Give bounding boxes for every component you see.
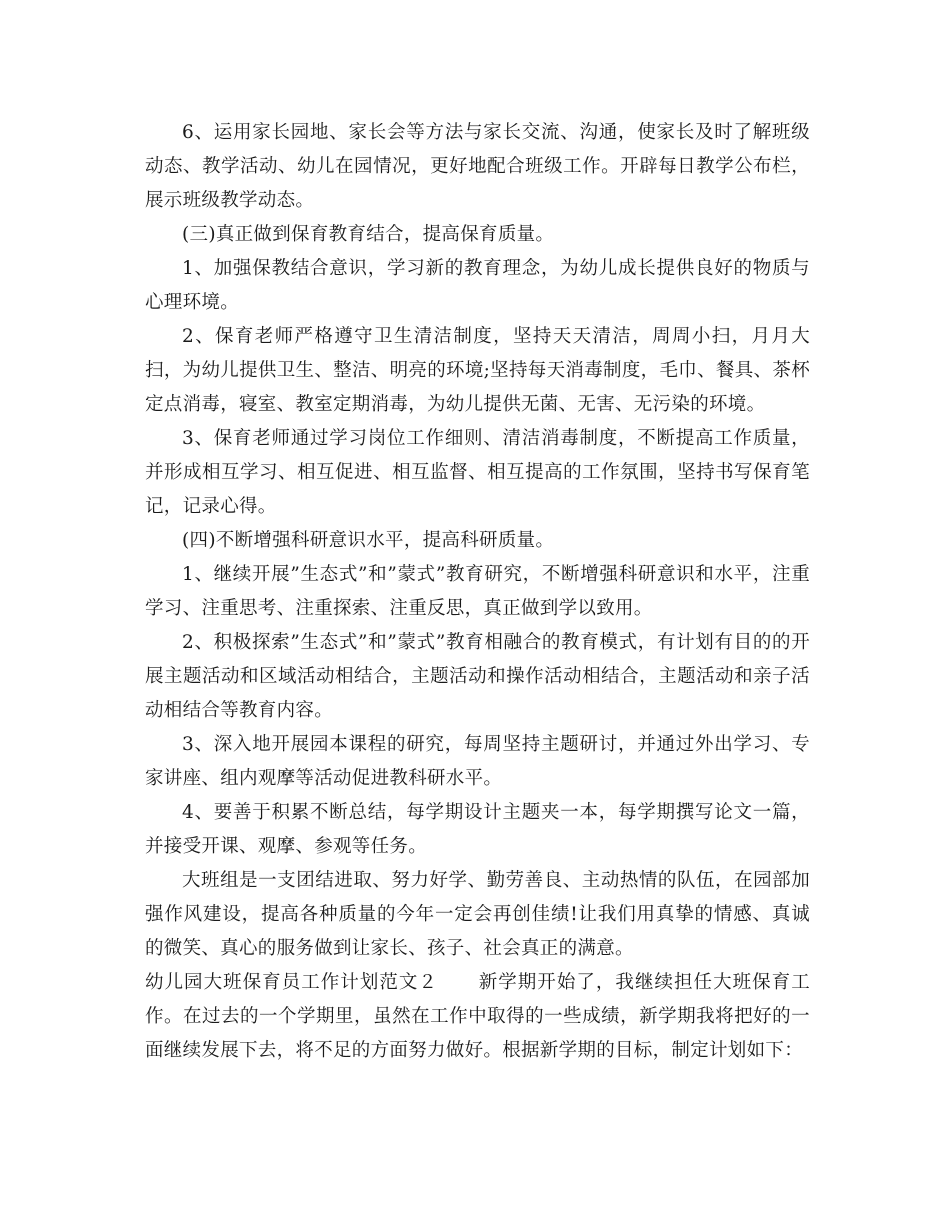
- paragraph-item-6: 6、运用家长园地、家长会等方法与家长交流、沟通，使家长及时了解班级动态、教学活动、幼儿在园情况，更好地配合班级工作。开辟每日教学公布栏，展示班级教学动态。: [145, 122, 810, 211]
- summary-paragraph: 大班组是一支团结进取、努力好学、勤劳善良、主动热情的队伍，在园部加强作风建设，提高各种质量的今年一定会再创佳绩!让我们用真挚的情感、真诚的微笑、真心的服务做到让家长、孩子、社会真正的满意。: [145, 870, 810, 959]
- paragraph-item-2: 2、保育老师严格遵守卫生清洁制度，坚持天天清洁，周周小扫，月月大扫，为幼儿提供卫生、整洁、明亮的环境;坚持每天消毒制度，毛巾、餐具、茶杯定点消毒，寝室、教室定期消毒，为幼儿提供无菌、无害、无污染的环境。: [145, 326, 810, 415]
- section-heading-4: (四)不断增强科研意识水平，提高科研质量。: [182, 530, 555, 551]
- paragraph-item-4b: 4、要善于积累不断总结，每学期设计主题夹一本，每学期撰写论文一篇，并接受开课、观摩、参观等任务。: [145, 802, 810, 857]
- paragraph-item-2b: 2、积极探索”生态式”和”蒙式”教育相融合的教育模式，有计划有目的的开展主题活动和区域活动相结合，主题活动和操作活动相结合，主题活动和亲子活动相结合等教育内容。: [145, 632, 810, 721]
- next-article-paragraph: [145, 966, 810, 1068]
- paragraph-item-1b: 1、继续开展”生态式”和”蒙式”教育研究，不断增强科研意识和水平，注重学习、注重思考、注重探索、注重反思，真正做到学以致用。: [145, 564, 810, 619]
- document-page: [145, 116, 810, 1068]
- paragraph-item-3: 3、保育老师通过学习岗位工作细则、清洁消毒制度，不断提高工作质量，并形成相互学习、相互促进、相互监督、相互提高的工作氛围，坚持书写保育笔记，记录心得。: [145, 428, 810, 517]
- next-article-body: 新学期开始了，我继续担任大班保育工作。在过去的一个学期里，虽然在工作中取得的一些成绩，新学期我将把好的一面继续发展下去，将不足的方面努力做好。根据新学期的目标，制定计划如下：: [145, 972, 810, 1061]
- paragraph-item-3b: 3、深入地开展园本课程的研究，每周坚持主题研讨，并通过外出学习、专家讲座、组内观摩等活动促进教科研水平。: [145, 734, 810, 789]
- paragraph-item-1: 1、加强保教结合意识，学习新的教育理念，为幼儿成长提供良好的物质与心理环境。: [145, 258, 810, 313]
- next-article-title: 幼儿园大班保育员工作计划范文２: [145, 972, 438, 993]
- section-heading-3: (三)真正做到保育教育结合，提高保育质量。: [182, 224, 555, 245]
